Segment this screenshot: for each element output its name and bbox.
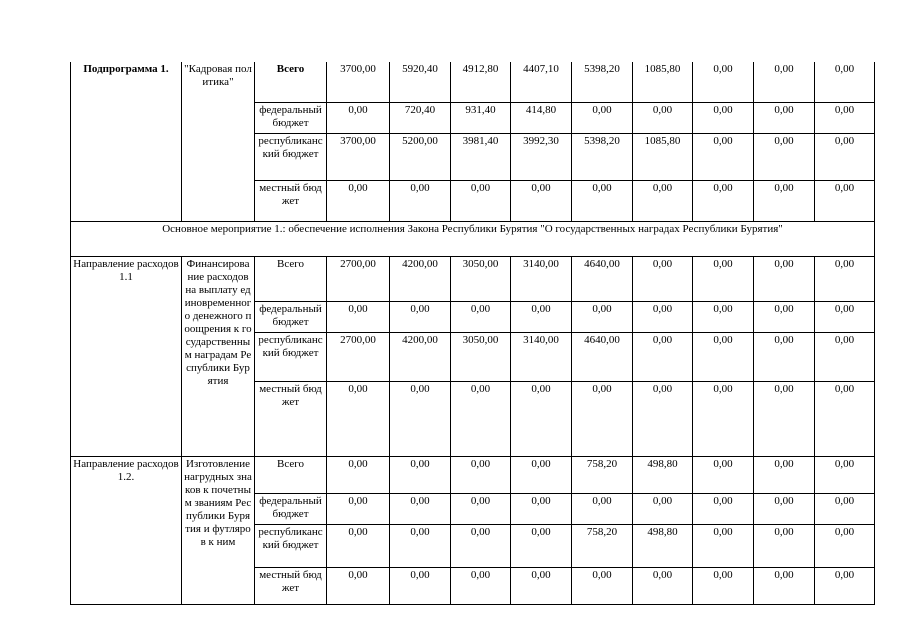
value-cell: 4640,00: [572, 257, 633, 302]
row-name: "Кадровая политика": [182, 62, 255, 222]
value-cell: 0,00: [693, 568, 754, 605]
value-cell: 0,00: [693, 103, 754, 134]
value-cell: 0,00: [754, 181, 815, 222]
value-cell: 3050,00: [451, 257, 511, 302]
value-cell: 0,00: [693, 525, 754, 568]
value-cell: 0,00: [390, 302, 451, 333]
value-cell: 0,00: [815, 181, 875, 222]
value-cell: 5920,40: [390, 62, 451, 103]
value-cell: 0,00: [327, 302, 390, 333]
row-label: Направление расходов 1.2.: [71, 457, 182, 605]
funding-source: Всего: [255, 62, 327, 103]
value-cell: 0,00: [815, 457, 875, 494]
value-cell: 931,40: [451, 103, 511, 134]
value-cell: 0,00: [754, 457, 815, 494]
value-cell: 0,00: [693, 494, 754, 525]
value-cell: 0,00: [511, 494, 572, 525]
value-cell: 0,00: [693, 302, 754, 333]
funding-source: республиканский бюджет: [255, 525, 327, 568]
value-cell: 414,80: [511, 103, 572, 134]
funding-source: федеральный бюджет: [255, 494, 327, 525]
funding-source: республиканский бюджет: [255, 333, 327, 382]
value-cell: 0,00: [754, 62, 815, 103]
table-row: [71, 457, 875, 494]
value-cell: 0,00: [754, 525, 815, 568]
value-cell: 4407,10: [511, 62, 572, 103]
value-cell: 4200,00: [390, 333, 451, 382]
value-cell: 0,00: [815, 382, 875, 457]
value-cell: 0,00: [815, 525, 875, 568]
value-cell: 0,00: [327, 457, 390, 494]
value-cell: 0,00: [693, 181, 754, 222]
value-cell: 0,00: [511, 302, 572, 333]
value-cell: 0,00: [390, 181, 451, 222]
value-cell: 0,00: [815, 257, 875, 302]
value-cell: 498,80: [633, 525, 693, 568]
value-cell: 0,00: [451, 302, 511, 333]
value-cell: 0,00: [815, 103, 875, 134]
value-cell: 4200,00: [390, 257, 451, 302]
value-cell: 0,00: [754, 494, 815, 525]
value-cell: 0,00: [511, 457, 572, 494]
value-cell: 0,00: [815, 568, 875, 605]
value-cell: 0,00: [511, 382, 572, 457]
value-cell: 0,00: [633, 103, 693, 134]
value-cell: 0,00: [693, 333, 754, 382]
value-cell: 3981,40: [451, 134, 511, 181]
value-cell: 0,00: [754, 382, 815, 457]
value-cell: 5398,20: [572, 134, 633, 181]
value-cell: 0,00: [390, 457, 451, 494]
value-cell: 0,00: [633, 181, 693, 222]
value-cell: 0,00: [572, 382, 633, 457]
table-row: [71, 62, 875, 103]
value-cell: 0,00: [390, 525, 451, 568]
value-cell: 0,00: [390, 382, 451, 457]
value-cell: 3700,00: [327, 62, 390, 103]
value-cell: 0,00: [390, 568, 451, 605]
value-cell: 0,00: [451, 525, 511, 568]
value-cell: 0,00: [693, 257, 754, 302]
value-cell: 0,00: [572, 568, 633, 605]
value-cell: 4912,80: [451, 62, 511, 103]
value-cell: 720,40: [390, 103, 451, 134]
funding-source: Всего: [255, 457, 327, 494]
funding-source: местный бюджет: [255, 181, 327, 222]
value-cell: 0,00: [572, 302, 633, 333]
value-cell: 0,00: [693, 382, 754, 457]
value-cell: 0,00: [633, 568, 693, 605]
value-cell: 0,00: [633, 302, 693, 333]
value-cell: 0,00: [815, 494, 875, 525]
value-cell: 0,00: [451, 568, 511, 605]
value-cell: 758,20: [572, 457, 633, 494]
value-cell: 0,00: [693, 134, 754, 181]
value-cell: 0,00: [754, 568, 815, 605]
value-cell: 3992,30: [511, 134, 572, 181]
value-cell: 0,00: [327, 103, 390, 134]
value-cell: 0,00: [390, 494, 451, 525]
funding-source: местный бюджет: [255, 382, 327, 457]
value-cell: 2700,00: [327, 257, 390, 302]
value-cell: 0,00: [327, 494, 390, 525]
value-cell: 0,00: [754, 302, 815, 333]
row-label: Подпрограмма 1.: [71, 62, 182, 222]
budget-table: [70, 62, 875, 605]
row-label: Направление расходов 1.1: [71, 257, 182, 457]
funding-source: республиканский бюджет: [255, 134, 327, 181]
value-cell: 758,20: [572, 525, 633, 568]
value-cell: 0,00: [327, 568, 390, 605]
value-cell: 0,00: [572, 103, 633, 134]
value-cell: 0,00: [754, 257, 815, 302]
value-cell: 0,00: [327, 181, 390, 222]
value-cell: 0,00: [451, 494, 511, 525]
value-cell: 3140,00: [511, 257, 572, 302]
value-cell: 3140,00: [511, 333, 572, 382]
value-cell: 1085,80: [633, 62, 693, 103]
value-cell: 0,00: [327, 525, 390, 568]
section-heading-row: [71, 222, 875, 257]
value-cell: 0,00: [511, 181, 572, 222]
value-cell: 0,00: [754, 103, 815, 134]
value-cell: 0,00: [633, 333, 693, 382]
value-cell: 0,00: [693, 457, 754, 494]
row-name: Финансирование расходов на выплату единовременного денежного поощрения к государственным наградам Республики Бурятия: [182, 257, 255, 457]
value-cell: 0,00: [815, 134, 875, 181]
value-cell: 0,00: [815, 333, 875, 382]
value-cell: 0,00: [572, 494, 633, 525]
value-cell: 0,00: [815, 62, 875, 103]
value-cell: 0,00: [451, 457, 511, 494]
value-cell: 3700,00: [327, 134, 390, 181]
row-name: Изготовление нагрудных знаков к почетным званиям Республики Бурятия и футляров к ним: [182, 457, 255, 605]
value-cell: 2700,00: [327, 333, 390, 382]
value-cell: 0,00: [633, 257, 693, 302]
value-cell: 0,00: [633, 494, 693, 525]
funding-source: федеральный бюджет: [255, 103, 327, 134]
value-cell: 0,00: [754, 134, 815, 181]
funding-source: местный бюджет: [255, 568, 327, 605]
value-cell: 0,00: [327, 382, 390, 457]
value-cell: 0,00: [511, 525, 572, 568]
section-heading: Основное мероприятие 1.: обеспечение исполнения Закона Республики Бурятия "О государственных наградах Республики Бурятия": [71, 222, 875, 257]
value-cell: 0,00: [633, 382, 693, 457]
value-cell: 0,00: [451, 181, 511, 222]
value-cell: 0,00: [815, 302, 875, 333]
value-cell: 5200,00: [390, 134, 451, 181]
value-cell: 3050,00: [451, 333, 511, 382]
value-cell: 498,80: [633, 457, 693, 494]
value-cell: 5398,20: [572, 62, 633, 103]
value-cell: 0,00: [572, 181, 633, 222]
funding-source: Всего: [255, 257, 327, 302]
value-cell: 0,00: [754, 333, 815, 382]
value-cell: 0,00: [511, 568, 572, 605]
funding-source: федеральный бюджет: [255, 302, 327, 333]
value-cell: 0,00: [451, 382, 511, 457]
value-cell: 4640,00: [572, 333, 633, 382]
table-row: [71, 257, 875, 302]
value-cell: 1085,80: [633, 134, 693, 181]
value-cell: 0,00: [693, 62, 754, 103]
